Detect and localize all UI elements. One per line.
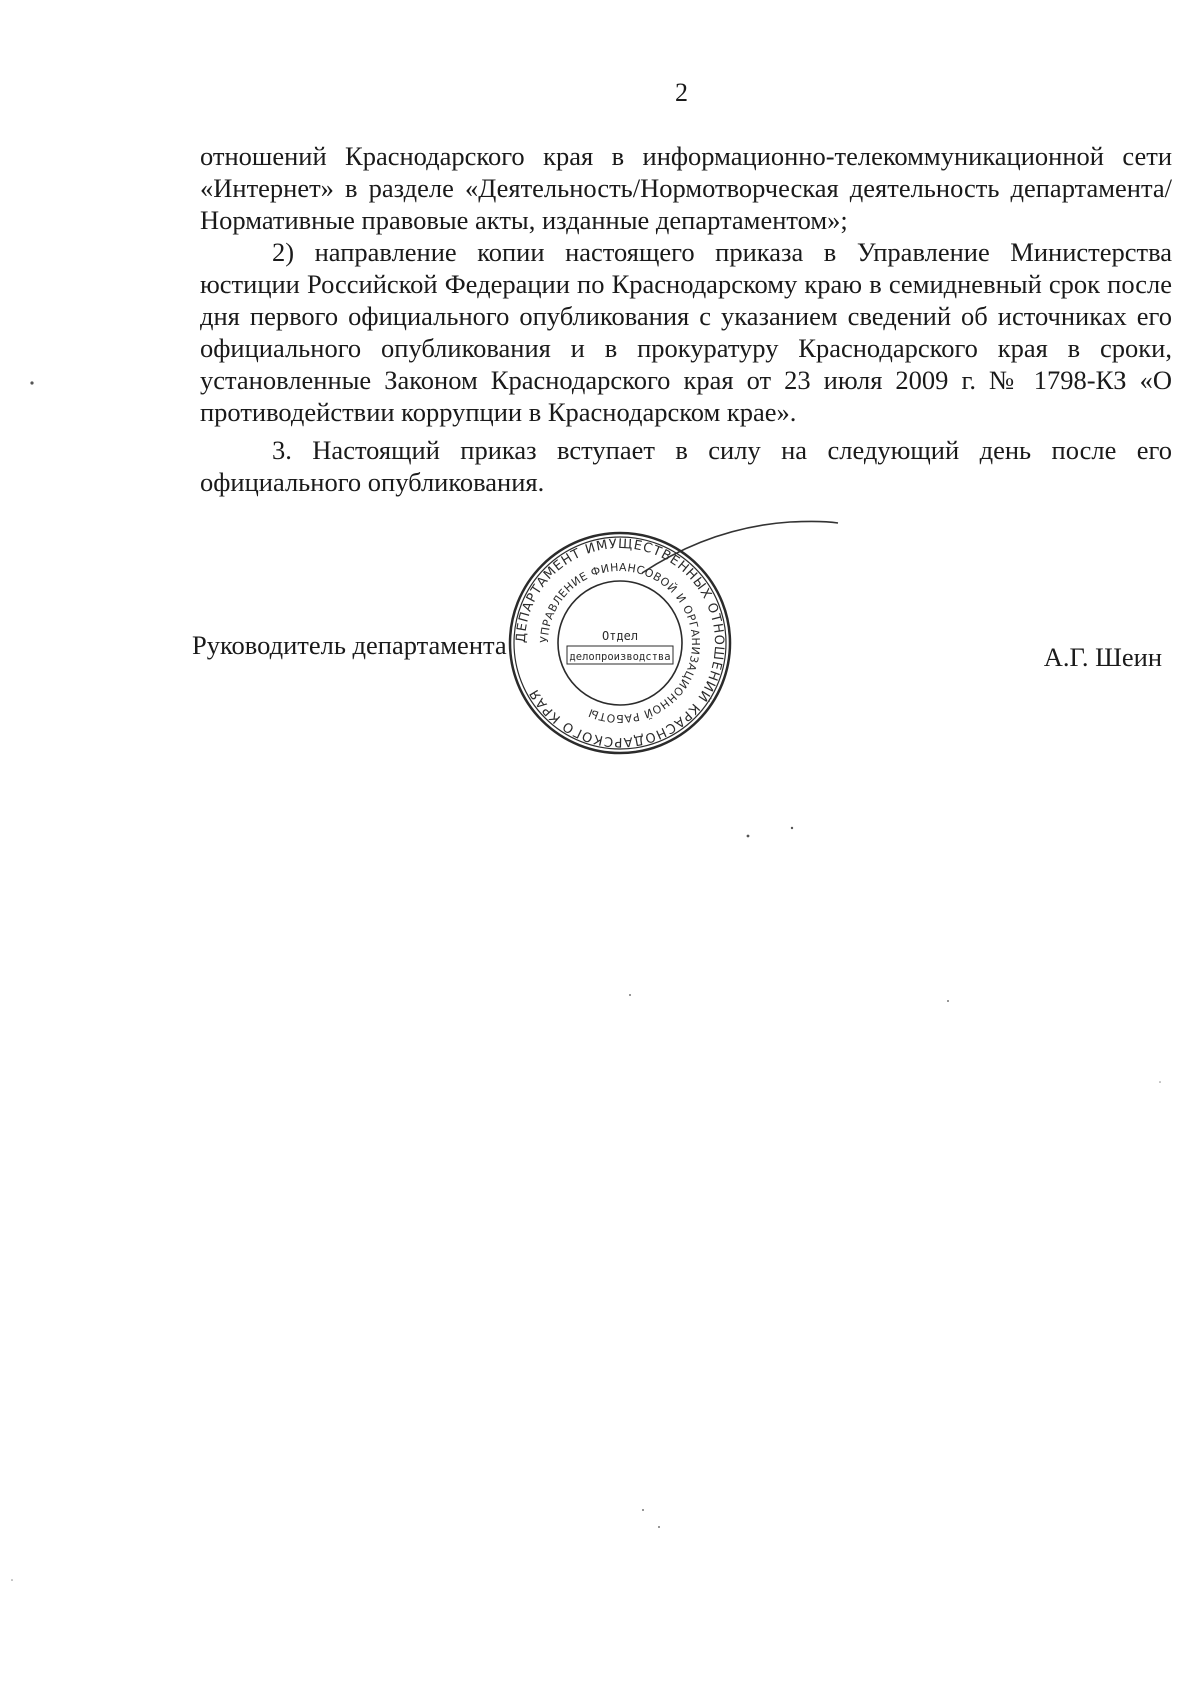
official-stamp-seal: [505, 528, 735, 758]
stamp-inner-text: УПРАВЛЕНИЕ ФИНАНСОВОЙ И ОРГАНИЗАЦИОННОЙ РАБОТЫ: [537, 560, 703, 726]
paragraph-continuation: отношений Краснодарского края в информационно-телекоммуникационной сети «Интернет» в разделе «Деятельность/Нормотворческая деятельность департамента/Нормативные правовые акты, изданные департаментом»;: [200, 141, 1172, 235]
paragraph-item-3: 3. Настоящий приказ вступает в силу на следующий день после его официального опубликования.: [200, 435, 1172, 497]
paragraph-item-2: 2) направление копии настоящего приказа в Управление Министерства юстиции Российской Федерации по Краснодарскому краю в семидневный срок после дня первого официального опубликования с указанием сведений об источниках его официального опубликования и в прокуратуру Краснодарского края в сроки, установленные Законом Краснодарского края от 23 июля 2009 г. № 1798-КЗ «О противодействии коррупции в Краснодарском крае».: [200, 237, 1172, 427]
stamp-center-line1: Отдел: [601, 629, 639, 643]
document-body: [200, 140, 1172, 498]
signatory-title: Руководитель департамента: [192, 630, 507, 660]
stamp-center-line2: делопроизводства: [569, 651, 671, 663]
page-number: 2: [675, 78, 688, 107]
signatory-name: А.Г. Шеин: [1043, 642, 1162, 672]
stamp-ring-text: ДЕПАРТАМЕНТ ИМУЩЕСТВЕННЫХ ОТНОШЕНИЙ КРАСНОДАРСКОГО КРАЯ: [513, 536, 727, 750]
